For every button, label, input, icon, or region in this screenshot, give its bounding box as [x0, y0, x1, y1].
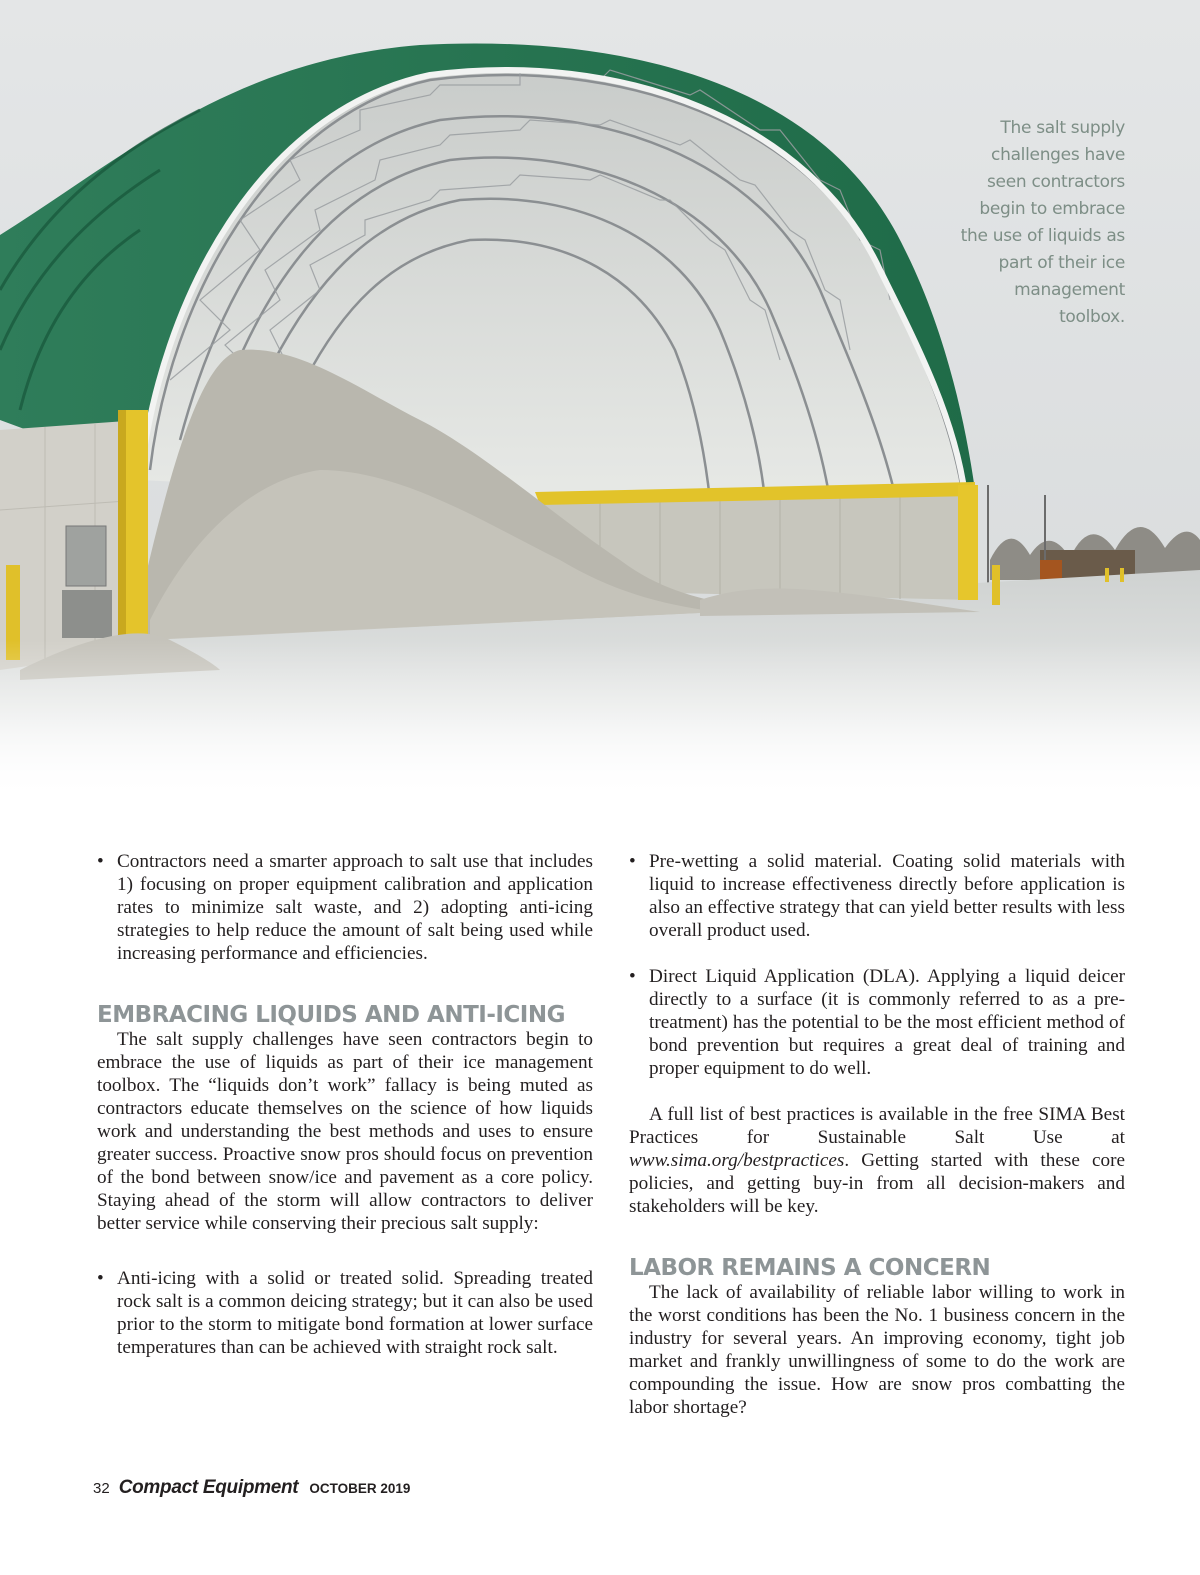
bullet-pre-wetting [629, 850, 1125, 942]
paragraph-liquids: The salt supply challenges have seen contractors begin to embrace the use of liquids as part of their ice management toolbox. The “liquids don’t work” fallacy is being muted as contractors educate themselves on the science of how liquids work and understanding the best methods and uses to ensure greater success. Proactive snow pros should focus on prevention of the bond between snow/ice and pavement as a core policy. Staying ahead of the storm will allow contractors to deliver better service while conserving their precious salt supply: [97, 1029, 593, 1234]
paragraph-labor: The lack of availability of reliable labor willing to work in the worst conditions has been the No. 1 business concern in the industry for several years. An improving economy, tight job market and frankly unwillingness of some to do the work are compounding the issue. How are snow pros combatting the labor shortage? [629, 1282, 1125, 1418]
bullet-marker: • [629, 851, 636, 872]
bullet-anti-icing [97, 1267, 593, 1359]
page-number: 32 [93, 1480, 110, 1497]
bullet-marker: • [97, 1268, 104, 1289]
bullet-text: Contractors need a smarter approach to salt use that includes 1) focusing on proper equipment calibration and application rates to minimize salt waste, and 2) adopting anti-icing strategies to help reduce the amount of salt being used while increasing performance and efficiencies. [117, 851, 593, 964]
section-heading-labor: LABOR REMAINS A CONCERN [629, 1255, 991, 1281]
right-column [629, 850, 1125, 1419]
section-heading-liquids: EMBRACING LIQUIDS AND ANTI-ICING [97, 1002, 565, 1028]
paragraph-text-start: A full list of best practices is available in the free SIMA Best Practices for Sustainable Salt Use at [629, 1104, 1125, 1148]
paragraph-best-practices [629, 1103, 1125, 1218]
magazine-name: Compact Equipment [118, 1477, 299, 1498]
bullet-marker: • [97, 851, 104, 872]
bullet-text: Anti-icing with a solid or treated solid. Spreading treated rock salt is a common deicing strategy; but it can also be used prior to the storm to mitigate bond formation at lower surface temperatures than can be achieved with straight rock salt. [117, 1268, 593, 1358]
paragraph-text-end: . Getting started with these core policies, and getting buy-in from all decision-makers and stakeholders will be key. [629, 1150, 1125, 1217]
bullet-text: Pre-wetting a solid material. Coating solid materials with liquid to increase effectiveness directly before application is also an effective strategy that can yield better results with less overall product used. [649, 851, 1125, 941]
bullet-marker: • [629, 966, 636, 987]
sima-link[interactable]: www.sima.org/bestpractices [629, 1150, 845, 1171]
bullet-salt-approach [97, 850, 593, 965]
bullet-dla [629, 965, 1125, 1080]
issue-date: OCTOBER 2019 [309, 1481, 411, 1496]
left-column [97, 850, 593, 1359]
bullet-text: Direct Liquid Application (DLA). Applying a liquid deicer directly to a surface (it is commonly referred to as a pre-treatment) has the potential to be the most efficient method of bond prevention but requires a great deal of training and proper equipment to do well. [649, 966, 1125, 1079]
photo-caption: The salt supply challenges have seen contractors begin to embrace the use of liquids as part of their ice management toolbox. [960, 118, 1125, 327]
page-footer [93, 1477, 410, 1499]
